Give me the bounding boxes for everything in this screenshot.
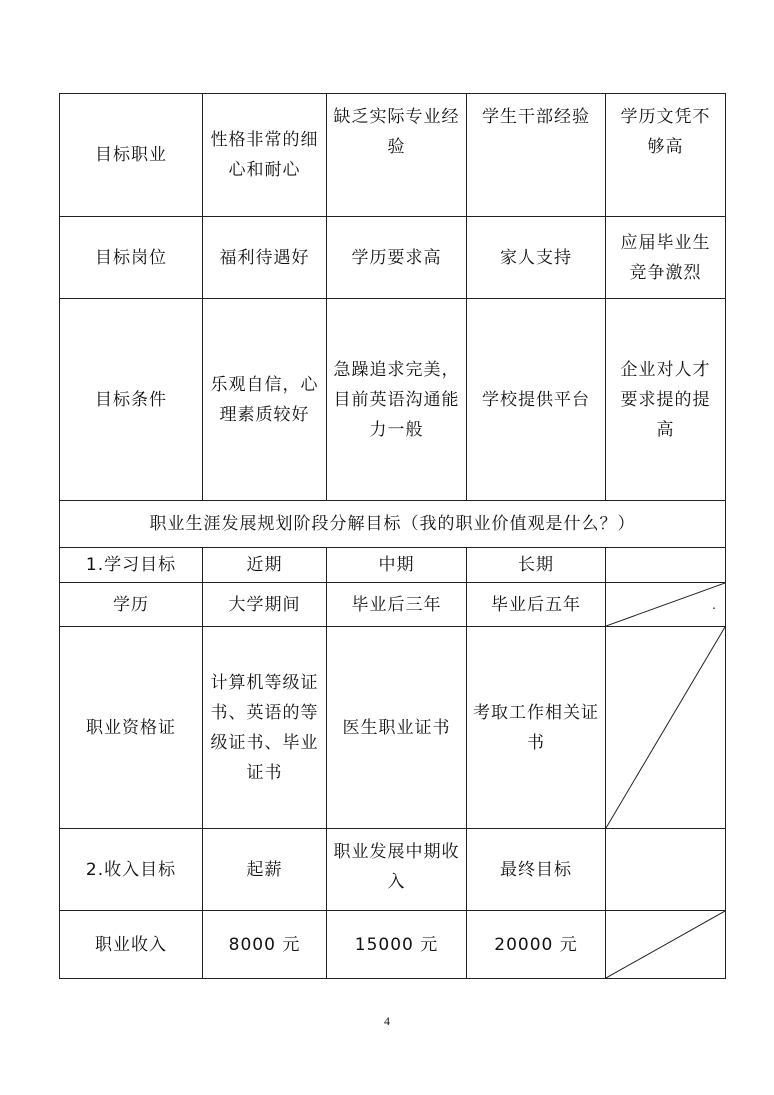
table-row (60, 911, 726, 979)
diagonal-line (606, 627, 725, 828)
income-mid: 15000 元 (327, 911, 467, 979)
table-row (60, 217, 726, 299)
starting-salary-header: 起薪 (203, 829, 327, 911)
empty-cell (606, 548, 726, 583)
diagonal-cell (606, 911, 726, 979)
threat-cell: 学历文凭不够高 (606, 94, 726, 217)
certificate-near: 计算机等级证书、英语的等级证书、毕业证书 (203, 627, 327, 829)
threat-cell: 应届毕业生竞争激烈 (606, 217, 726, 299)
education-label: 学历 (60, 583, 203, 627)
diagonal-line (606, 583, 725, 626)
long-term-header: 长期 (467, 548, 606, 583)
near-term-header: 近期 (203, 548, 327, 583)
study-goal-label: 1.学习目标 (60, 548, 203, 583)
strength-cell: 性格非常的细心和耐心 (203, 94, 327, 217)
empty-cell (606, 829, 726, 911)
income-label: 职业收入 (60, 911, 203, 979)
diagonal-cell (606, 627, 726, 829)
table-row (60, 299, 726, 501)
income-long: 20000 元 (467, 911, 606, 979)
table-row (60, 94, 726, 217)
strength-cell: 福利待遇好 (203, 217, 327, 299)
opportunity-cell: 家人支持 (467, 217, 606, 299)
threat-cell: 企业对人才要求提的提高 (606, 299, 726, 501)
dot-mark: . (712, 598, 717, 612)
diagonal-line (606, 911, 725, 978)
certificate-long: 考取工作相关证书 (467, 627, 606, 829)
education-mid: 毕业后三年 (327, 583, 467, 627)
row-label: 目标岗位 (60, 217, 203, 299)
income-goal-label: 2.收入目标 (60, 829, 203, 911)
table-row (60, 548, 726, 583)
education-near: 大学期间 (203, 583, 327, 627)
income-near: 8000 元 (203, 911, 327, 979)
mid-income-header: 职业发展中期收入 (327, 829, 467, 911)
weakness-cell: 学历要求高 (327, 217, 467, 299)
mid-term-header: 中期 (327, 548, 467, 583)
row-label: 目标条件 (60, 299, 203, 501)
certificate-label: 职业资格证 (60, 627, 203, 829)
education-long: 毕业后五年 (467, 583, 606, 627)
table-row (60, 627, 726, 829)
table-row (60, 501, 726, 548)
section-title: 职业生涯发展规划阶段分解目标（我的职业价值观是什么？） (60, 501, 726, 548)
final-goal-header: 最终目标 (467, 829, 606, 911)
diagonal-cell (606, 583, 726, 627)
strength-cell: 乐观自信，心理素质较好 (203, 299, 327, 501)
career-plan-table (59, 93, 726, 979)
weakness-cell: 缺乏实际专业经验 (327, 94, 467, 217)
table-row (60, 829, 726, 911)
page-number: 4 (384, 1014, 390, 1028)
opportunity-cell: 学生干部经验 (467, 94, 606, 217)
certificate-mid: 医生职业证书 (327, 627, 467, 829)
weakness-cell: 急躁追求完美，目前英语沟通能力一般 (327, 299, 467, 501)
row-label: 目标职业 (60, 94, 203, 217)
opportunity-cell: 学校提供平台 (467, 299, 606, 501)
table-row (60, 583, 726, 627)
